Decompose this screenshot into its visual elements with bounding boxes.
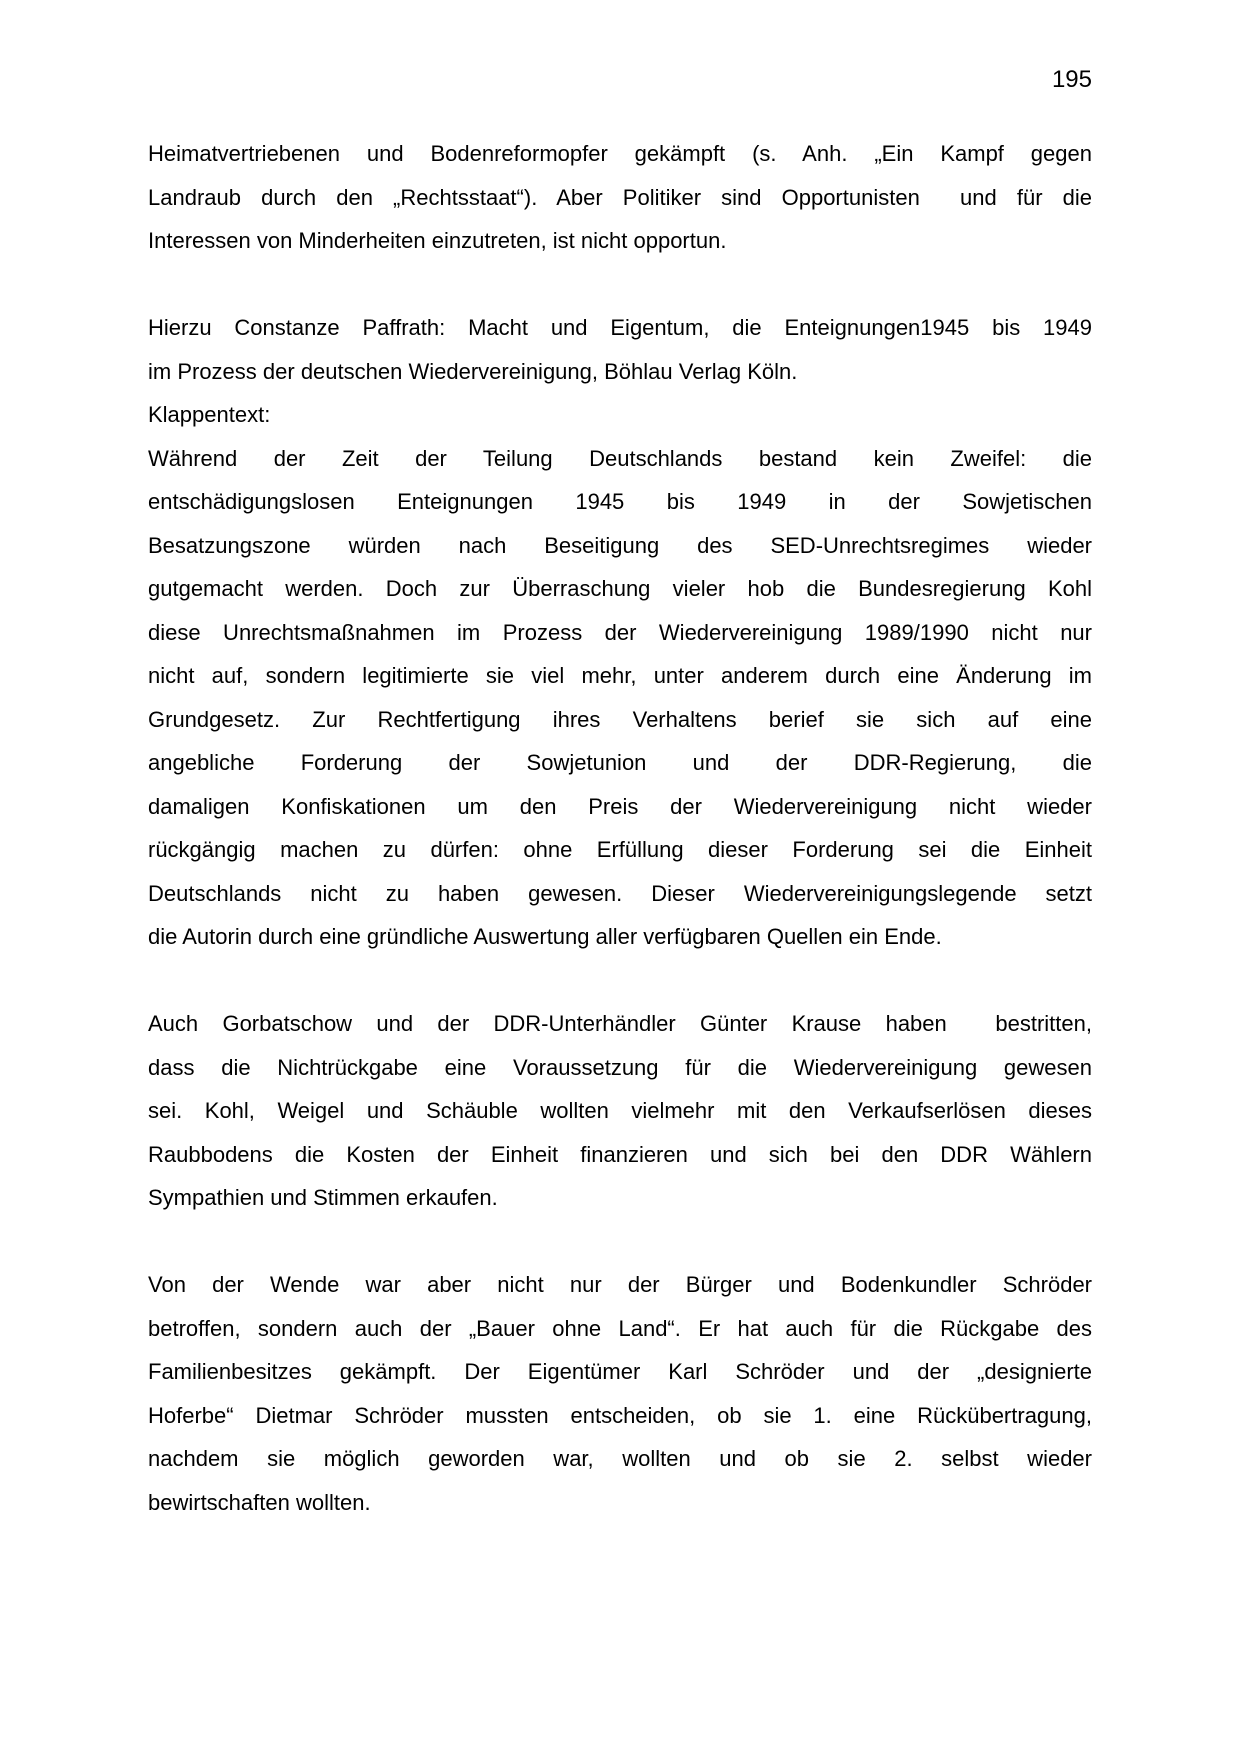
blank-line	[148, 959, 1092, 1003]
blank-line	[148, 263, 1092, 307]
text-line: Klappentext:	[148, 402, 271, 427]
text-line: Auch Gorbatschow und der DDR-Unterhändler Günter Krause haben bestritten,	[148, 1011, 1092, 1036]
text-line: Während der Zeit der Teilung Deutschlands bestand kein Zweifel: die	[148, 445, 1092, 471]
text-line: Von der Wende war aber nicht nur der Bürger und Bodenkundler Schröder	[148, 1272, 1092, 1297]
text-line: dass die Nichtrückgabe eine Voraussetzung für die Wiedervereinigung gewesen	[148, 1054, 1092, 1080]
text-line: damaligen Konfiskationen um den Preis der Wiedervereinigung nicht wieder	[148, 793, 1092, 819]
text-block	[148, 132, 1092, 1524]
text-line: Familienbesitzes gekämpft. Der Eigentümer Karl Schröder und der „designierte	[148, 1359, 1092, 1384]
text-line: nicht auf, sondern legitimierte sie viel mehr, unter anderem durch eine Änderung im	[148, 663, 1092, 688]
text-line: Interessen von Minderheiten einzutreten, ist nicht opportun.	[148, 228, 727, 253]
text-line: gutgemacht werden. Doch zur Überraschung vieler hob die Bundesregierung Kohl	[148, 576, 1092, 601]
text-line: sei. Kohl, Weigel und Schäuble wollten vielmehr mit den Verkaufserlösen dieses	[148, 1098, 1092, 1123]
text-line: angebliche Forderung der Sowjetunion und der DDR-Regierung, die	[148, 750, 1092, 775]
text-line: rückgängig machen zu dürfen: ohne Erfüllung dieser Forderung sei die Einheit	[148, 837, 1092, 862]
text-line: Besatzungszone würden nach Beseitigung des SED-Unrechtsregimes wieder	[148, 532, 1092, 558]
text-line: Hierzu Constanze Paffrath: Macht und Eigentum, die Enteignungen1945 bis 1949	[148, 315, 1092, 340]
text-line: betroffen, sondern auch der „Bauer ohne Land“. Er hat auch für die Rückgabe des	[148, 1315, 1092, 1341]
text-line: bewirtschaften wollten.	[148, 1489, 371, 1515]
text-line: Sympathien und Stimmen erkaufen.	[148, 1185, 498, 1210]
text-line: diese Unrechtsmaßnahmen im Prozess der Wiedervereinigung 1989/1990 nicht nur	[148, 619, 1092, 645]
text-line: Raubbodens die Kosten der Einheit finanzieren und sich bei den DDR Wählern	[148, 1141, 1092, 1167]
text-line: Landraub durch den „Rechtsstaat“). Aber Politiker sind Opportunisten und für die	[148, 184, 1092, 210]
text-line: entschädigungslosen Enteignungen 1945 bis 1949 in der Sowjetischen	[148, 489, 1092, 514]
text-line: im Prozess der deutschen Wiedervereinigung, Böhlau Verlag Köln.	[148, 358, 798, 384]
text-line: die Autorin durch eine gründliche Auswertung aller verfügbaren Quellen ein Ende.	[148, 924, 942, 949]
text-line: Hoferbe“ Dietmar Schröder mussten entscheiden, ob sie 1. eine Rückübertragung,	[148, 1402, 1092, 1428]
text-line: Grundgesetz. Zur Rechtfertigung ihres Verhaltens berief sie sich auf eine	[148, 706, 1092, 732]
blank-line	[148, 1220, 1092, 1264]
text-line: Heimatvertriebenen und Bodenreformopfer gekämpft (s. Anh. „Ein Kampf gegen	[148, 141, 1092, 166]
text-line: Deutschlands nicht zu haben gewesen. Dieser Wiedervereinigungslegende setzt	[148, 880, 1092, 906]
text-line: nachdem sie möglich geworden war, wollten und ob sie 2. selbst wieder	[148, 1446, 1092, 1471]
page-number: 195	[1051, 66, 1092, 93]
